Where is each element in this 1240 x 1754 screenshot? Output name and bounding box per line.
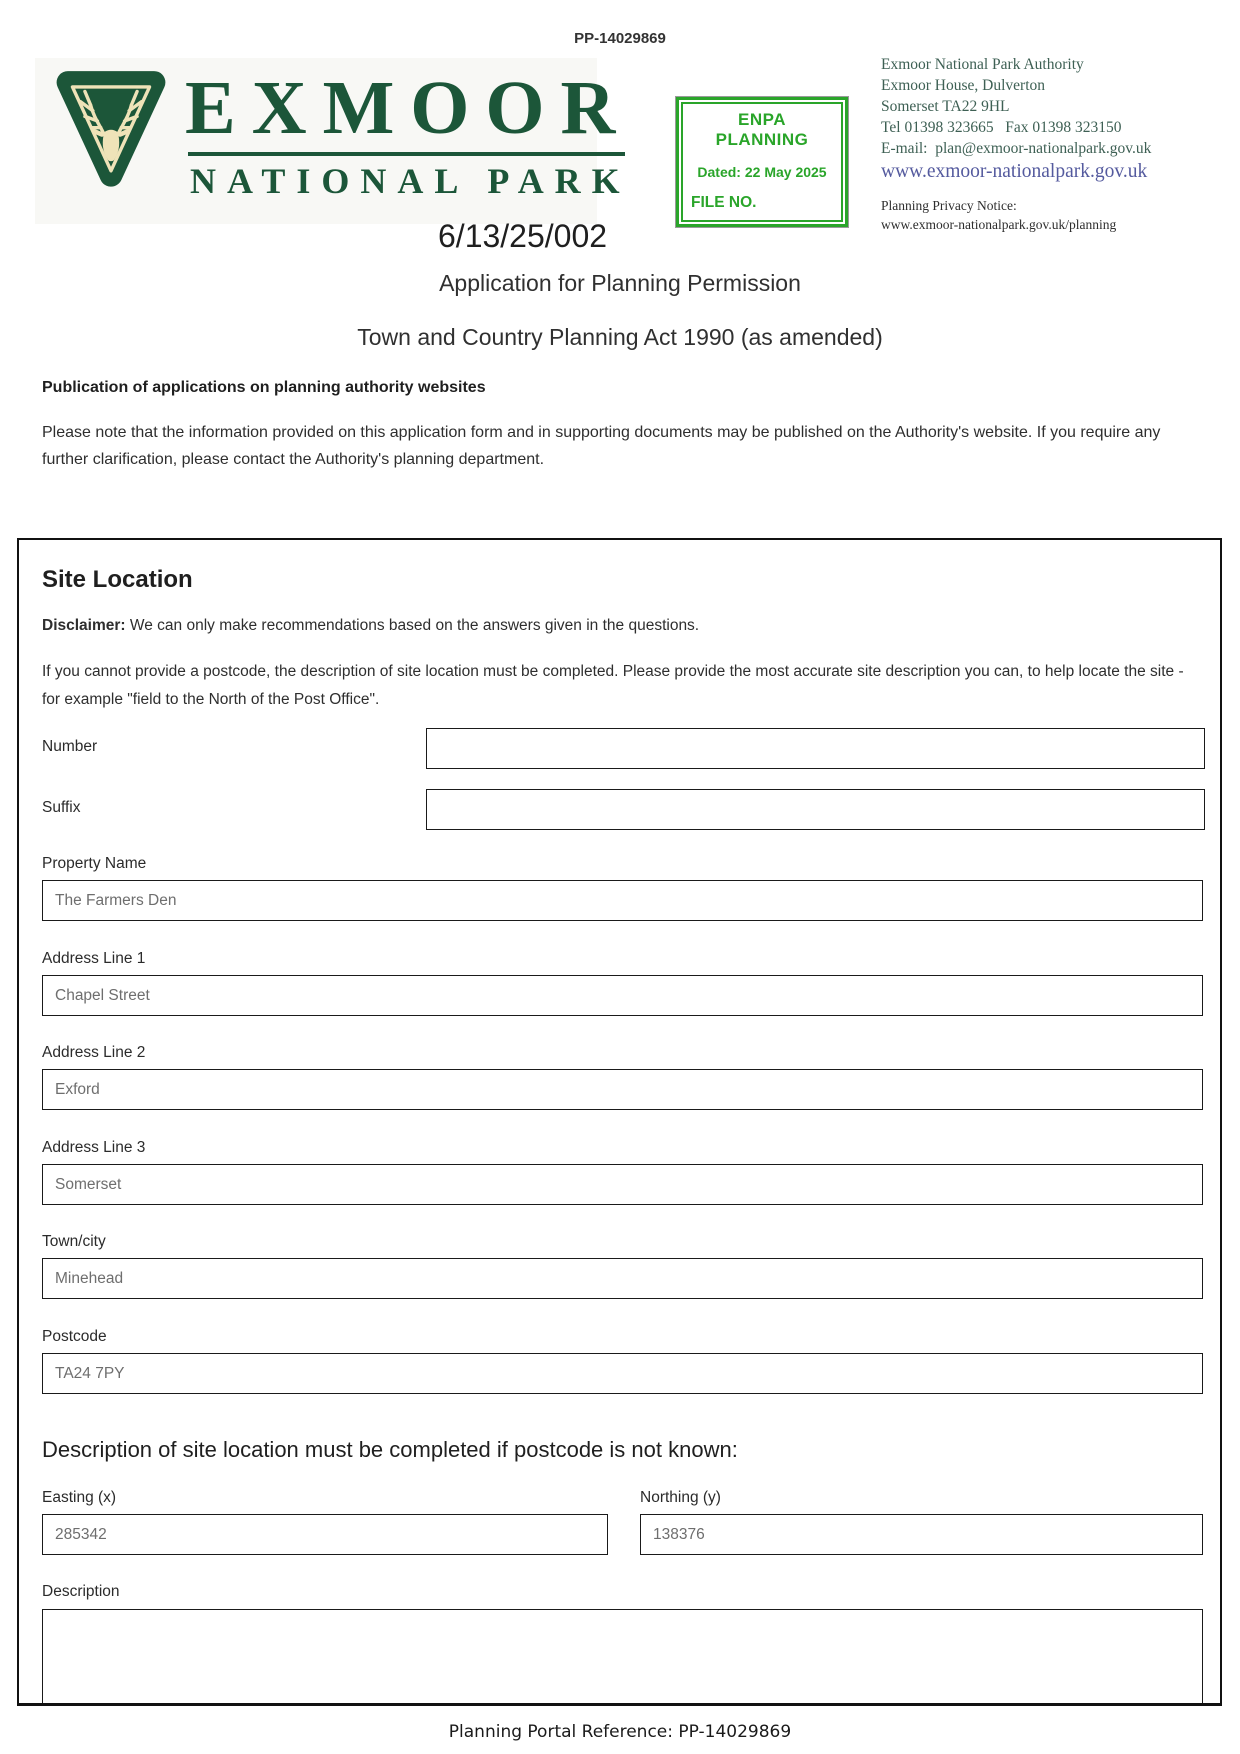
site-location-heading: Site Location <box>42 566 193 593</box>
stamp-file-no: FILE NO. <box>691 194 757 211</box>
property-name-label: Property Name <box>42 855 147 872</box>
northing-input[interactable] <box>640 1514 1203 1555</box>
authority-website-link[interactable]: www.exmoor-nationalpark.gov.uk <box>881 161 1148 182</box>
logo-rule <box>188 152 625 156</box>
address-line-1-input[interactable] <box>42 975 1203 1016</box>
number-label: Number <box>42 738 98 755</box>
privacy-notice-url: www.exmoor-nationalpark.gov.uk/planning <box>881 217 1117 232</box>
address-line-2-input[interactable] <box>42 1069 1203 1110</box>
stamp-date: Dated: 22 May 2025 <box>697 164 827 180</box>
authority-email: E-mail: plan@exmoor-nationalpark.gov.uk <box>881 140 1152 157</box>
authority-address-line: Exmoor House, Dulverton <box>881 77 1046 94</box>
exmoor-stag-logo-icon <box>40 62 182 198</box>
site-location-note: If you cannot provide a postcode, the description of site location must be completed. Please provide the most accurate site description you can, to help locate the site - for example "field to the North of the Post Office". <box>42 663 1184 708</box>
form-subtitle: Town and Country Planning Act 1990 (as amended) <box>357 324 883 350</box>
enpa-planning-stamp <box>676 97 848 227</box>
authority-name: Exmoor National Park Authority <box>881 56 1084 73</box>
planning-portal-reference-footer: Planning Portal Reference: PP-14029869 <box>448 1722 792 1742</box>
address-line-3-label: Address Line 3 <box>42 1139 146 1156</box>
town-city-label: Town/city <box>42 1233 106 1250</box>
publication-note: Please note that the information provided on this application form and in supporting documents may be published on the Authority's website. If you require any further clarification, please contact the Authority's planning department. <box>42 424 1161 468</box>
stamp-inner-border <box>681 102 843 222</box>
national-park-wordmark: NATIONAL PARK <box>190 161 631 201</box>
stamp-title: ENPA PLANNING <box>715 110 809 149</box>
easting-label: Easting (x) <box>42 1489 117 1506</box>
number-input[interactable] <box>426 728 1205 769</box>
property-name-input[interactable] <box>42 880 1203 921</box>
easting-input[interactable] <box>42 1514 608 1555</box>
form-title: Application for Planning Permission <box>439 270 801 296</box>
description-textarea[interactable] <box>42 1609 1203 1703</box>
authority-address-line: Somerset TA22 9HL <box>881 98 1010 115</box>
town-city-input[interactable] <box>42 1258 1203 1299</box>
address-line-2-label: Address Line 2 <box>42 1044 146 1061</box>
publication-heading: Publication of applications on planning authority websites <box>42 379 486 396</box>
suffix-input[interactable] <box>426 789 1205 830</box>
description-label: Description <box>42 1583 120 1600</box>
address-line-1-label: Address Line 1 <box>42 950 146 967</box>
planning-portal-reference-top: PP-14029869 <box>574 30 666 47</box>
postcode-label: Postcode <box>42 1328 107 1345</box>
disclaimer-text: We can only make recommendations based on the answers given in the questions. <box>125 617 700 634</box>
authority-address-block <box>881 54 1237 234</box>
privacy-notice-label: Planning Privacy Notice: <box>881 198 1017 213</box>
authority-phone-fax: Tel 01398 323665 Fax 01398 323150 <box>881 119 1122 136</box>
address-line-3-input[interactable] <box>42 1164 1203 1205</box>
disclaimer-label: Disclaimer: <box>42 617 126 634</box>
postcode-input[interactable] <box>42 1353 1203 1394</box>
site-location-disclaimer <box>42 617 699 635</box>
suffix-label: Suffix <box>42 799 81 816</box>
file-reference-number: 6/13/25/002 <box>438 218 608 254</box>
description-section-heading: Description of site location must be completed if postcode is not known: <box>42 1437 738 1462</box>
exmoor-wordmark: EXMOOR <box>185 66 632 150</box>
northing-label: Northing (y) <box>640 1489 721 1506</box>
